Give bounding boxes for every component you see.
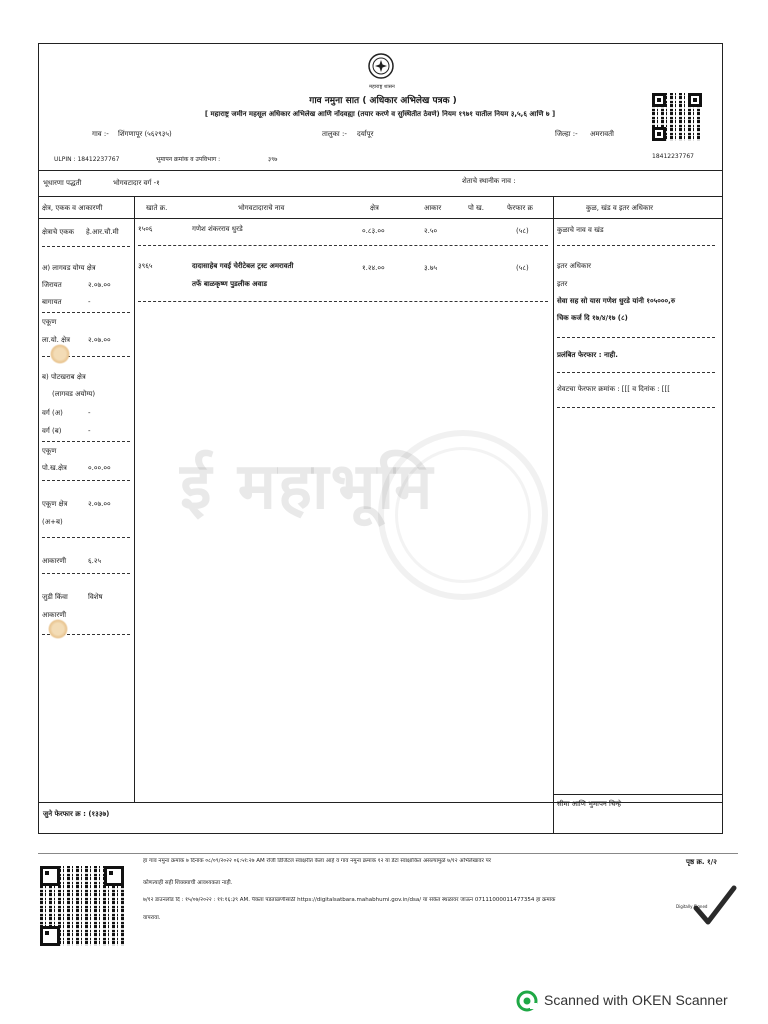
last-mutation: शेवटचा फेरफार क्रमांक : [[[ व दिनांक : [[[ xyxy=(557,385,670,393)
pk-label: पो.ख.क्षेत्र xyxy=(42,464,67,472)
village-value: शिंगणापूर (५६२९३५) xyxy=(118,130,172,138)
dash-5 xyxy=(42,480,130,481)
pot-sub: (लागवड अयोग्य) xyxy=(52,390,96,398)
cert-line-4: वापरावा. xyxy=(143,915,161,921)
col-account: खाते क्र. xyxy=(146,204,168,212)
taluka-label: तालुका :- xyxy=(322,130,347,138)
page-subtitle: [ महाराष्ट्र जमीन महसूल अधिकार अभिलेख आणि नोंदवह्या (तयार करणे व सुस्थितीत ठेवणे) नियम १९७१ यातील नियम ३,५,६ आणि ७ ] xyxy=(204,110,556,118)
taluka-value: दर्यापूर xyxy=(357,130,374,138)
page-number: पृष्ठ क्र. १/२ xyxy=(686,858,717,866)
col-rights: कुळ, खंड व इतर अधिकार xyxy=(586,204,653,212)
boundaries-label: सीमा आणि भुमापन चिन्हे xyxy=(557,800,622,808)
district-label: जिल्हा :- xyxy=(555,130,578,138)
entry-1-kshetra: ०.८३.०० xyxy=(362,227,385,235)
rights-rule-1 xyxy=(557,245,715,246)
bagayat-label: बागायत xyxy=(42,298,62,306)
unit-value: हे.आर.चौ.मी xyxy=(86,228,119,236)
rights-rule-3 xyxy=(557,372,715,373)
other-rights-label: इतर अधिकार xyxy=(557,262,592,270)
ab-label: (अ+ब) xyxy=(42,518,63,526)
entry-2-kshetra: १.२४.०० xyxy=(362,264,385,272)
dash-1 xyxy=(42,246,130,247)
cert-line-1: हा गाव नमुना क्रमांक ७ दिनांक ०८/०९/२०२२ ०६:५१:२७ AM रोजी डिजिटल स्वाक्षरीत केला आहे व गाव नमुना क्रमांक १२ या डेटा स्वाक्षांकित असल्यामुळे ७/१२ अभिलेखावर पर xyxy=(143,858,491,864)
pot-label: ब) पोटखराब क्षेत्र xyxy=(42,373,86,381)
total2-label: एकूण xyxy=(42,447,57,455)
tenure-value: भोगवटादार वर्ग -१ xyxy=(113,179,160,187)
entry-2-name-line2: तर्फे बाळकृष्ण पुडलीक अवाड xyxy=(192,280,267,288)
entry-2-rule xyxy=(138,301,548,302)
entry-2-akar: ३.७५ xyxy=(424,264,438,272)
entry-1-rule xyxy=(138,245,548,246)
cert-line-2: कोणत्याही सही शिक्क्याची आवश्यकता नाही. xyxy=(143,880,233,886)
oken-logo-icon xyxy=(516,990,538,1012)
loan-line-1: सेवा सह सो यास गणेश धुरडे यांनी १०५०००,रु xyxy=(557,297,676,305)
rule-after-header xyxy=(38,170,723,171)
entry-2-ferfar: (५८) xyxy=(516,264,529,272)
varg-b-value: - xyxy=(88,427,91,435)
bottom-rule xyxy=(38,853,738,854)
akarni-value: ६.२५ xyxy=(88,557,102,565)
bagayat-value: - xyxy=(88,298,91,306)
col-potkharab: पो ख. xyxy=(468,204,484,212)
lagvad-value: २.०७.०० xyxy=(88,336,111,344)
dash-6 xyxy=(42,537,130,538)
varg-a-label: वर्ग (अ) xyxy=(42,409,63,417)
rights-rule-4 xyxy=(557,407,715,408)
ulpin: ULPIN : 18412237767 xyxy=(54,156,120,163)
lagvad-label: ला.यो. क्षेत्र xyxy=(42,336,70,344)
dash-2 xyxy=(42,312,130,313)
total1-label: एकूण xyxy=(42,318,57,326)
jirayat-value: २.०७.०० xyxy=(88,281,111,289)
col-kshetra: क्षेत्र xyxy=(370,204,379,212)
paper-stain xyxy=(50,344,70,364)
digital-signature-label: Digitally Signed xyxy=(676,904,708,909)
district-value: अमरावती xyxy=(590,130,614,138)
village-label: गाव :- xyxy=(92,130,109,138)
total-area-value: २.०७.०० xyxy=(88,500,111,508)
rule-col-header xyxy=(38,218,723,219)
pending-mutation: प्रलंबित फेरफार : नाही. xyxy=(557,351,618,359)
emblem-icon xyxy=(367,52,395,80)
pk-value: ०.००.०० xyxy=(88,464,111,472)
loan-line-2: चिक कर्ज दि १७/४/१७ (८) xyxy=(557,314,628,322)
unit-label: क्षेत्राचे एकक xyxy=(42,228,74,236)
dash-7 xyxy=(42,573,130,574)
entry-1-ferfar: (५८) xyxy=(516,227,529,235)
signature-check-icon xyxy=(692,884,738,928)
ulpin-right: 18412237767 xyxy=(652,153,694,160)
boundary-rule xyxy=(553,794,723,795)
cultivable-label: अ) लागवड योग्य क्षेत्र xyxy=(42,264,96,272)
judi-value: विशेष xyxy=(88,593,103,601)
col-ferfar: फेरफार क्र xyxy=(507,204,533,212)
qr-code-top xyxy=(652,93,702,141)
entry-2-name: दादासाहेब गवई चेरीटेबल ट्रस्ट अमरावती xyxy=(192,262,294,270)
entry-1-account: १५०६ xyxy=(138,225,153,233)
col-area: क्षेत्र, एकक व आकारणी xyxy=(42,204,103,212)
entry-1-name: गणेश शंकरराव धुरडे xyxy=(192,225,243,233)
page-title: गाव नमुना सात ( अधिकार अभिलेख पत्रक ) xyxy=(309,96,457,106)
dash-4 xyxy=(42,441,130,442)
varg-a-value: - xyxy=(88,409,91,417)
jirayat-label: जिरायत xyxy=(42,281,62,289)
divider-right xyxy=(553,196,554,834)
rights-rule-2 xyxy=(557,337,715,338)
total-area-label: एकूण क्षेत्र xyxy=(42,500,68,508)
entry-1-akar: २.५० xyxy=(424,227,438,235)
qr-code-bottom xyxy=(40,866,124,946)
col-holder: भोगवटादाराचे नाव xyxy=(238,204,285,212)
record-sheet xyxy=(38,43,723,834)
emblem-caption: महाराष्ट्र शासन xyxy=(369,84,395,90)
kul-label: कुळाचे नाव व खंड xyxy=(557,226,604,234)
old-mutation: जुने फेरफार क्र : (१३३७) xyxy=(43,810,110,818)
watermark-text: ई महाभूमि xyxy=(180,450,435,524)
varg-b-label: वर्ग (ब) xyxy=(42,427,62,435)
col-akar: आकार xyxy=(424,204,442,212)
judi-label: जुडी किंवा xyxy=(42,593,68,601)
tenure-label: भूधारणा पद्धती xyxy=(43,179,82,187)
rule-after-info xyxy=(38,196,723,197)
local-name-label: शेताचे स्थानीक नाव : xyxy=(462,177,516,185)
survey-label: भूमापन क्रमांक व उपविभाग : xyxy=(156,156,221,163)
paper-stain-2 xyxy=(48,619,68,639)
itar-label: इतर xyxy=(557,280,568,288)
akarni-label: आकारणी xyxy=(42,557,67,565)
cert-line-3: ७/१२ डाउनलोड दि : १५/०७/२०२२ : ११:१६:३९ AM. पैकता पडताळणीसाठी https://digitalsatbara.mahabhumi.gov.in/dsa/ या संकेत स्थळावर जाऊन 07111000011477354 हा क्रमांक xyxy=(143,897,556,903)
judi-sub: आकारणी xyxy=(42,611,67,619)
scanner-label: Scanned with OKEN Scanner xyxy=(544,992,728,1008)
entry-2-account: ३९६५ xyxy=(138,262,153,270)
divider-left xyxy=(134,196,135,802)
survey-value: ३९७ xyxy=(268,156,278,163)
